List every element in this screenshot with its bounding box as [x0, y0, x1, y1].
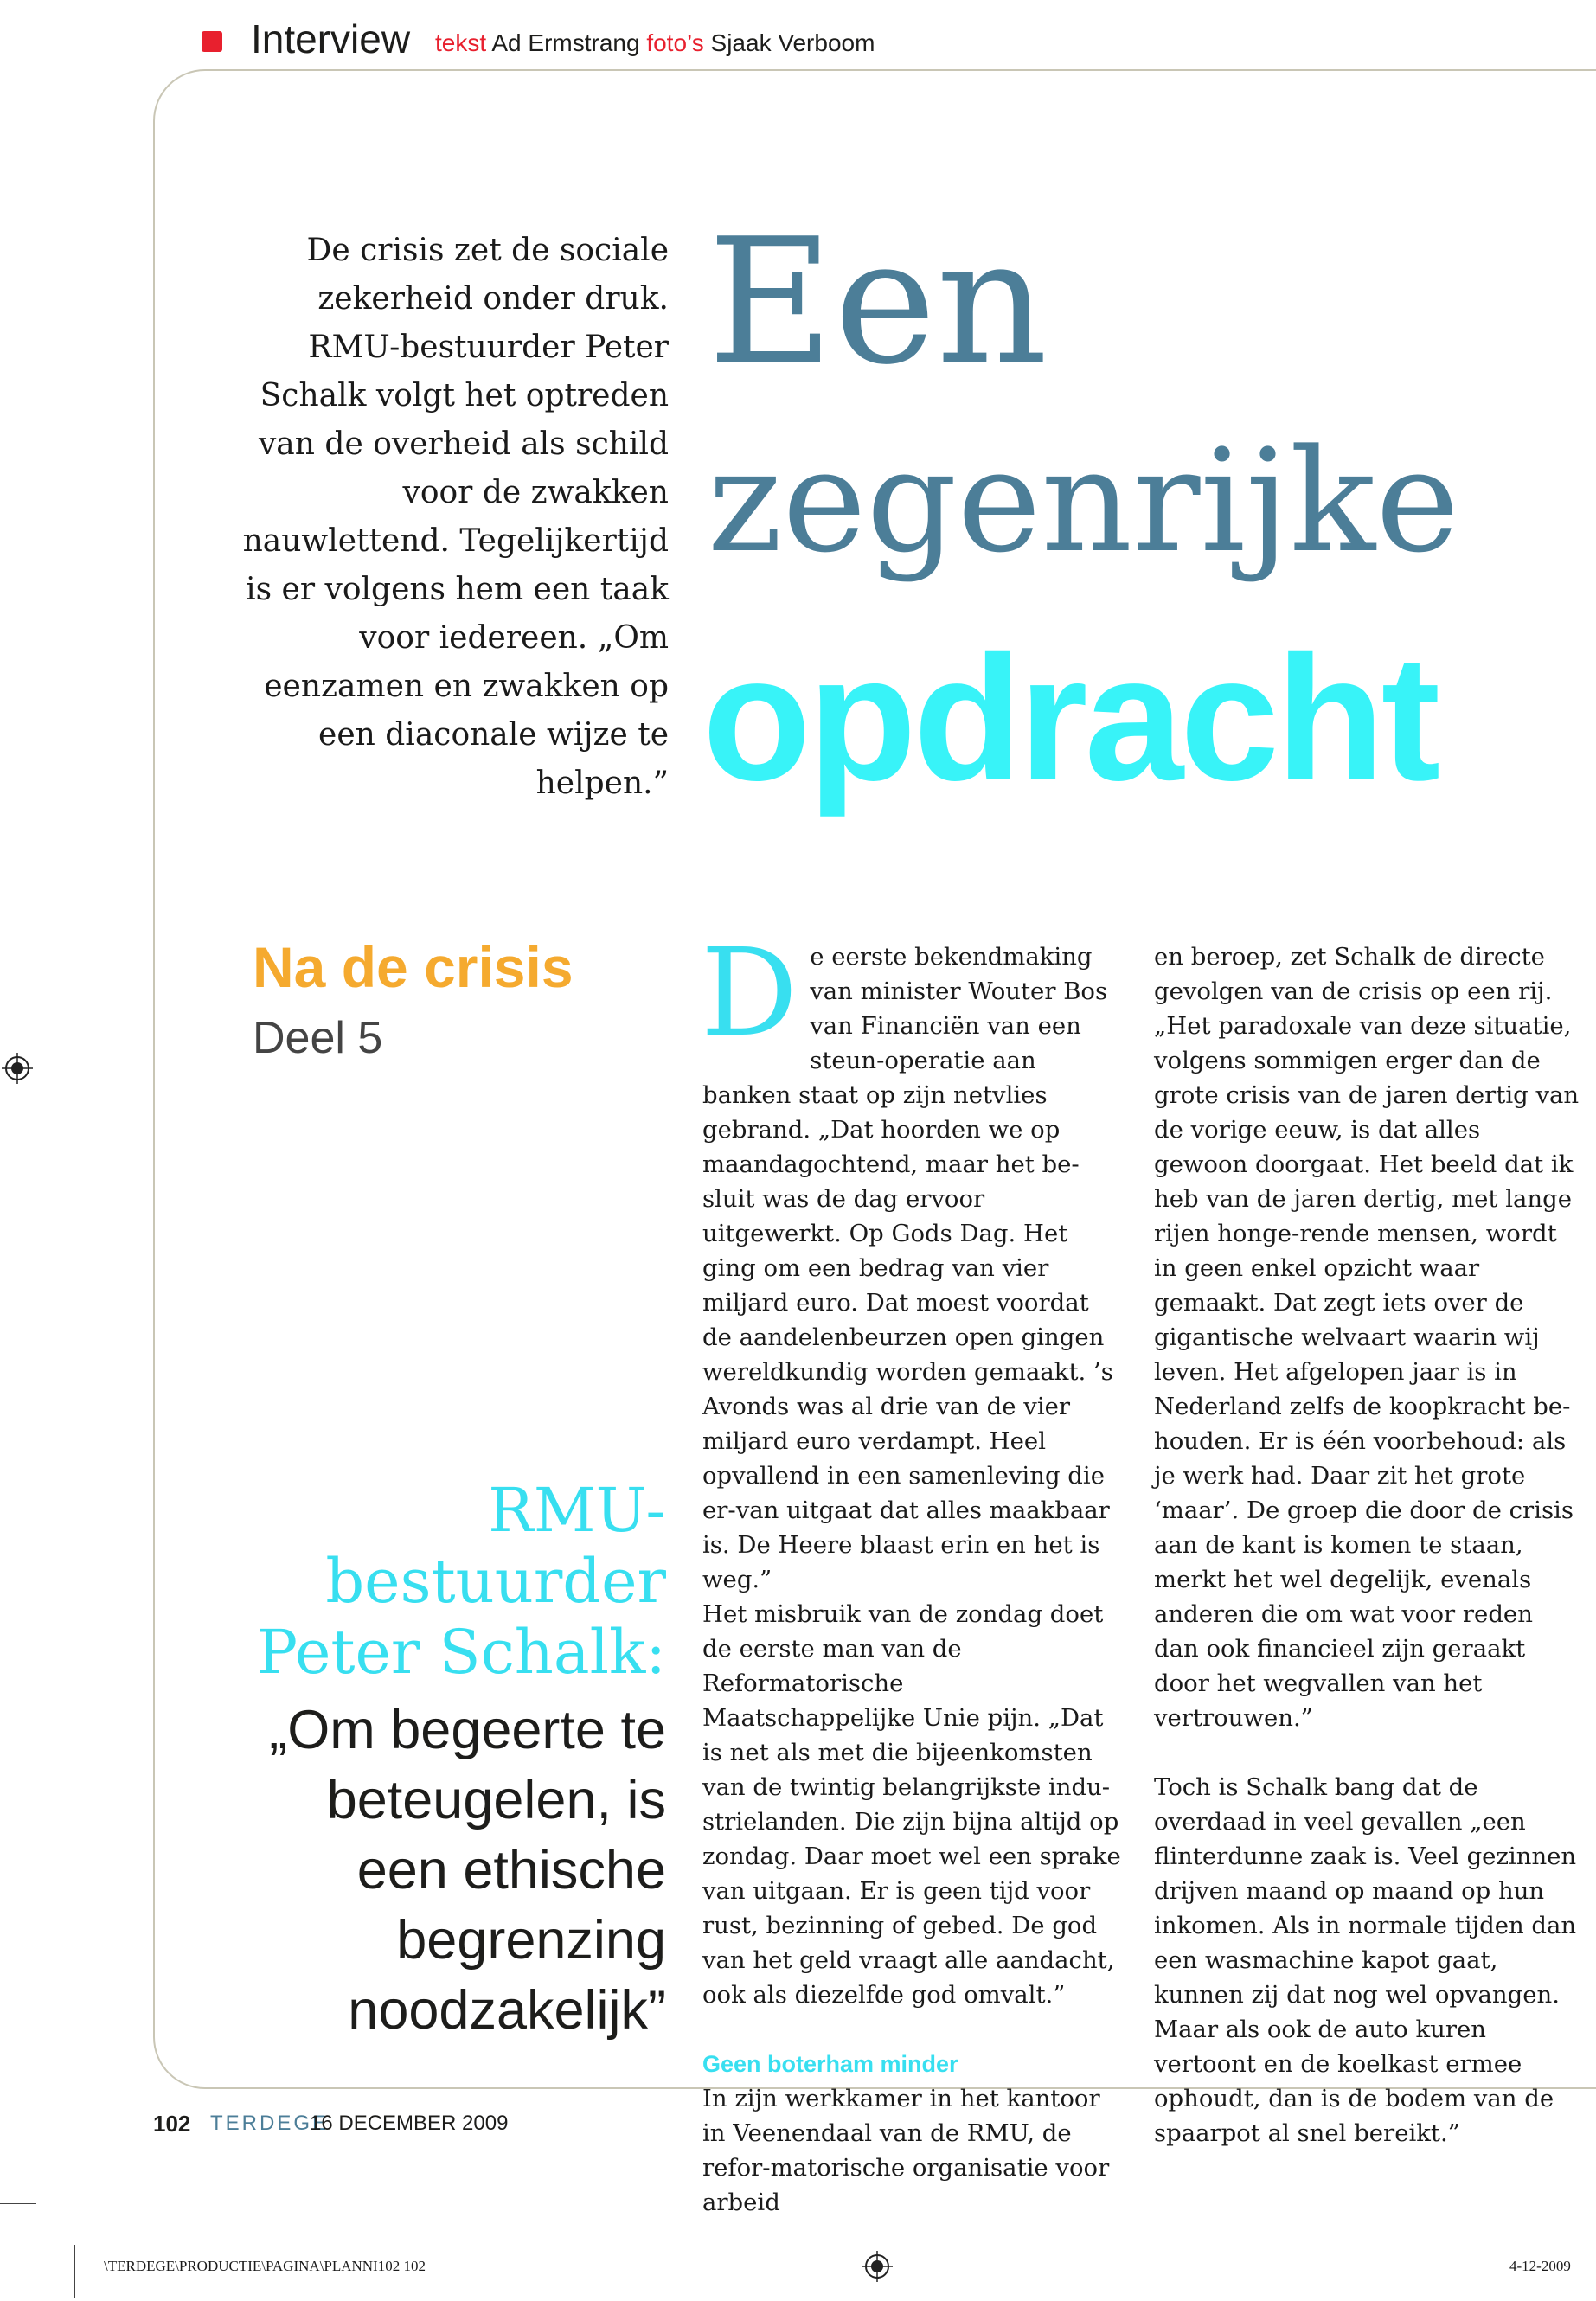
photo-label: foto’s [646, 29, 704, 56]
intro-text: De crisis zet de sociale zekerheid onder druk. RMU-bestuurder Peter Schalk volgt het optreden van de overheid als schild voor de zwakken nauwlettend. Tegelijkertijd is er volgens hem een taak voor iedereen. „Om eenzamen en zwakken op een diaconale wijze te helpen.” [242, 233, 669, 801]
pull-quote-text: „Om begeerte te beteugelen, is een ethische begrenzing noodzakelijk” [269, 1700, 666, 2041]
title-line-3: opdracht [702, 619, 1438, 817]
issue-date: 16 DECEMBER 2009 [310, 2112, 509, 2135]
magazine-name: TERDEGE [210, 2112, 330, 2135]
paragraph: In zijn werkkamer in het kantoor in Veenendaal van de RMU, de refor-matorische organisatie voor arbeid [702, 2085, 1110, 2216]
drop-cap: D [701, 923, 798, 1064]
body-column-2 [1154, 939, 1581, 2150]
paragraph: Het misbruik van de zondag doet de eerste man van de Reformatorische Maatschappelijke Unie pijn. „Dat is net als met die bijeenkomsten van de twintig belangrijkste indu-strielanden. Die zijn bijna altijd op zondag. Daar moet wel een sprake van uitgaan. Er is geen tijd voor rust, bezinning of gebed. De god van het geld vraagt alle aandacht, ook als diezelfde god omvalt.” [702, 1600, 1121, 2009]
print-slug-path: \TERDEGE\PRODUCTIE\PAGINA\PLANNI102 102 [104, 2258, 426, 2274]
series-name: Na de crisis [253, 935, 574, 999]
print-slug-date: 4-12-2009 [1509, 2258, 1571, 2274]
series-part: Deel 5 [253, 1013, 383, 1063]
registration-mark-icon [2, 1053, 33, 1084]
paragraph: e eerste bekendmaking van minister Wouter Bos van Financiën van een steun-operatie aan banken staat op zijn netvlies gebrand. „Dat hoorden we op maandagochtend, maar het be-sluit was de dag ervoor uitgewerkt. Op Gods Dag. Het ging om een bedrag van vier miljard euro. Dat moest voordat de aandelenbeurzen open gingen wereldkundig worden gemaakt. ’s Avonds was al drie van de vier miljard euro verdampt. Heel opvallend in een samenleving die er-van uitgaat dat alles maakbaar is. De Heere blaast erin en het is weg.” [702, 943, 1113, 1593]
photographer: Sjaak Verboom [710, 29, 875, 56]
subheading: Geen boterham minder [702, 2051, 958, 2077]
paragraph: en beroep, zet Schalk de directe gevolgen van de crisis op een rij. „Het paradoxale van deze situatie, volgens sommigen erger dan de grote crisis van de jaren dertig van de vorige eeuw, is dat alles gewoon doorgaat. Het beeld dat ik heb van de jaren dertig, met lange rijen honge-rende mensen, wordt in geen enkel opzicht waar gemaakt. Dat zegt iets over de gigantische welvaart waarin wij leven. Het afgelopen jaar is in Nederland zelfs de koopkracht be-houden. Er is één voorbehoud: als je werk had. Daar zit het grote ‘maar’. De groep die door de crisis aan de kant is komen te staan, merkt het wel degelijk, evenals anderen die om wat voor reden dan ook financieel zijn geraakt door het wegvallen van het vertrouwen.” [1154, 943, 1580, 1732]
crop-mark [74, 2245, 75, 2298]
section-label: Interview [251, 16, 411, 61]
credits [435, 29, 875, 57]
title-line-1: Een [708, 202, 1048, 403]
crop-mark [0, 2203, 36, 2204]
body-column-1 [701, 923, 1123, 2220]
page-number: 102 [153, 2111, 191, 2137]
pull-quote-name: RMU-bestuurder Peter Schalk: [256, 1475, 666, 1688]
text-label: tekst [435, 29, 487, 56]
section-marker [202, 31, 222, 52]
registration-mark-icon [862, 2251, 893, 2282]
author: Ad Ermstrang [491, 29, 640, 56]
paragraph: Toch is Schalk bang dat de overdaad in veel gevallen „een flinterdunne zaak is. Veel gezinnen drijven maand op maand op hun inkomen. Als in normale tijden dan een wasmachine kapot gaat, kunnen zij dat nog wel opvangen. Maar als ook de auto kuren vertoont en de koelkast ermee ophoudt, dan is de bodem van de spaarpot al snel bereikt.” [1154, 1773, 1577, 2147]
title-line-2: zegenrijke [708, 419, 1460, 584]
